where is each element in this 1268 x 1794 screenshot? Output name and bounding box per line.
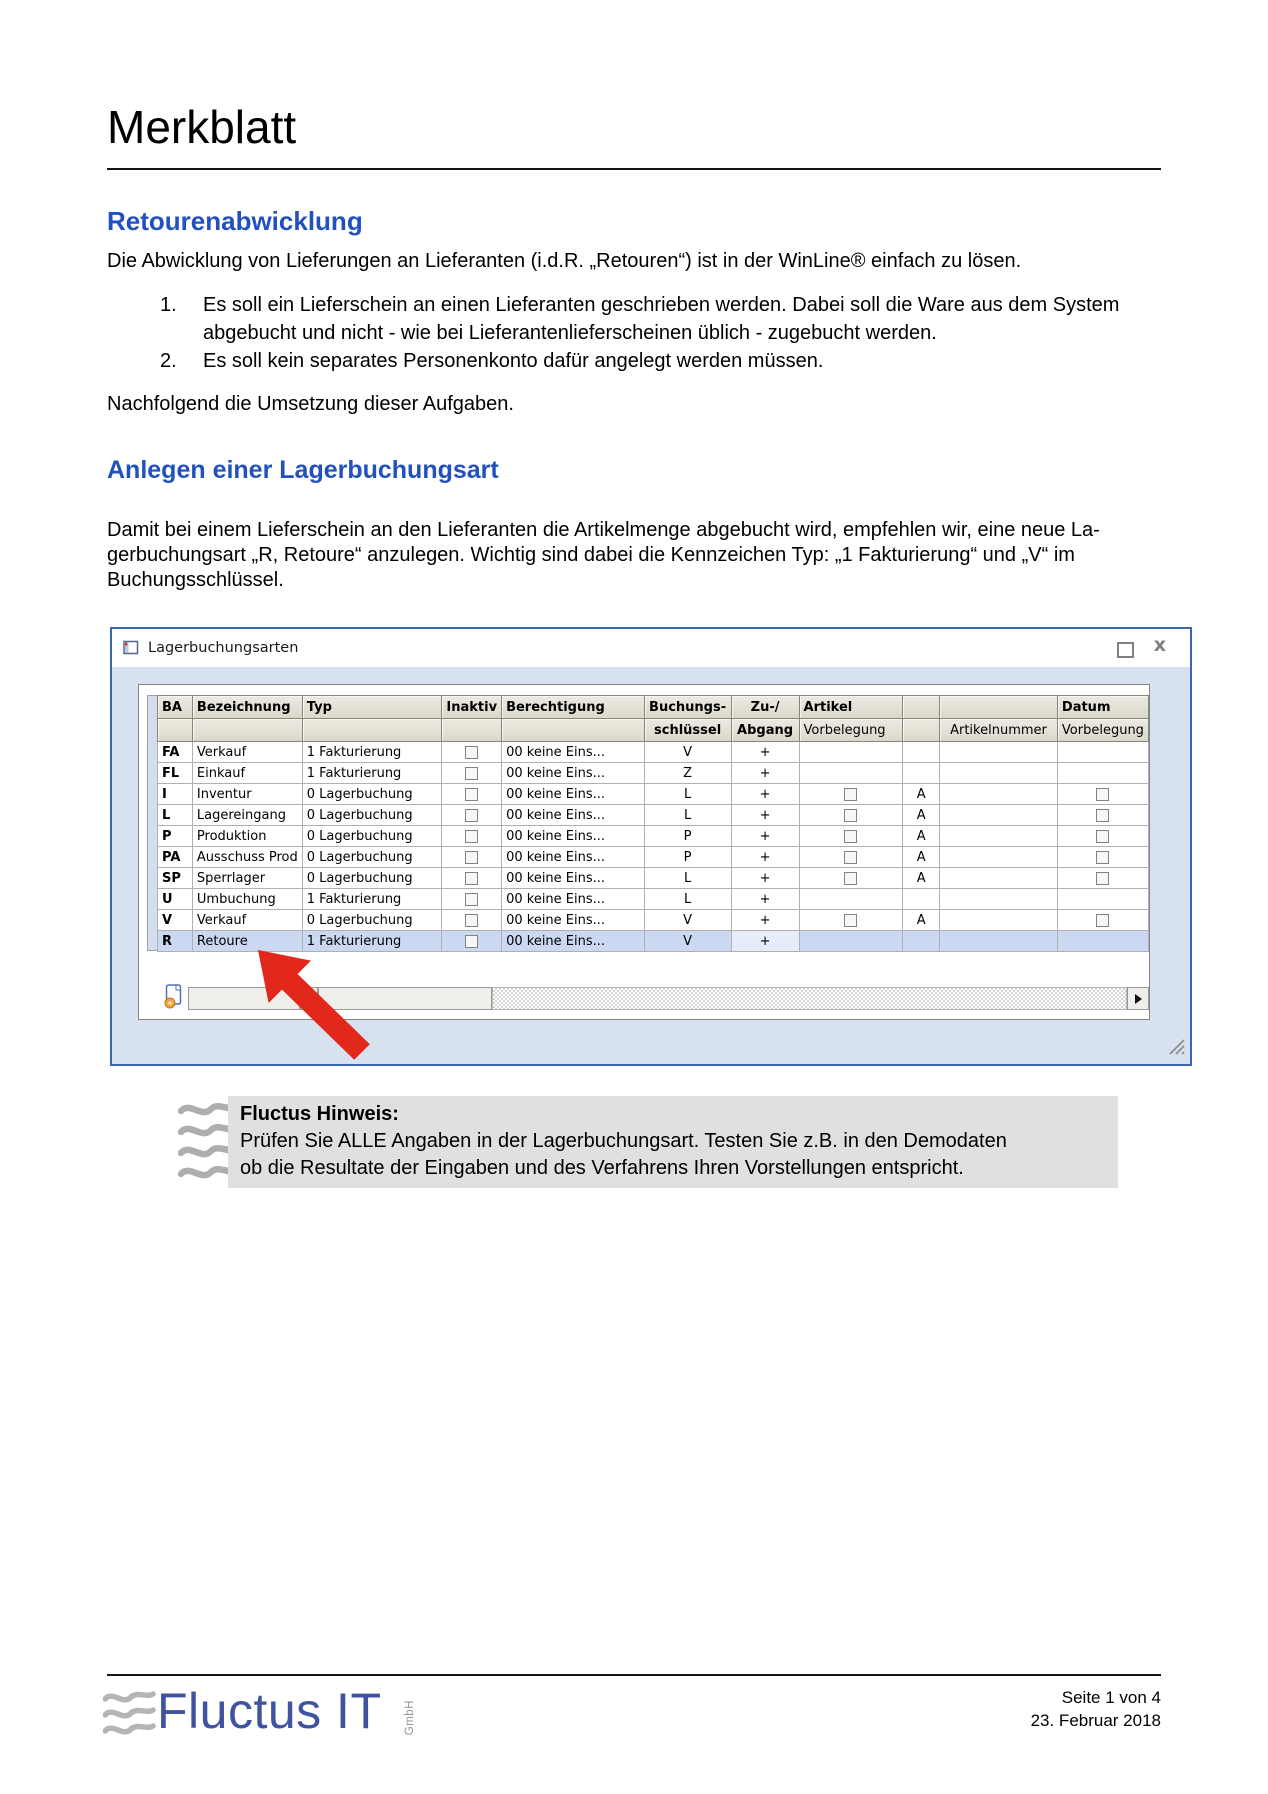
window-title: Lagerbuchungsarten	[148, 640, 299, 656]
cell-kennzeichen[interactable]: A	[903, 826, 940, 847]
column-header: BA	[158, 696, 193, 719]
checkbox[interactable]	[1096, 788, 1109, 801]
cell-kennzeichen[interactable]: A	[903, 784, 940, 805]
checkbox[interactable]	[465, 935, 478, 948]
cell-artikel_vorbelegung[interactable]	[799, 868, 903, 889]
cell-zu_abgang[interactable]: +	[731, 868, 799, 889]
column-header	[158, 719, 193, 742]
column-header: Artikelnummer	[940, 719, 1058, 742]
paragraph-line: Damit bei einem Lieferschein an den Lieferanten die Artikelmenge abgebucht wird, empfehlen wir, eine neue La-	[107, 519, 1100, 541]
cell-berechtigung[interactable]: 00 keine Eins...	[502, 742, 645, 763]
checkbox[interactable]	[1096, 830, 1109, 843]
cell-artikelnummer[interactable]	[940, 889, 1058, 910]
cell-zu_abgang[interactable]: +	[731, 742, 799, 763]
cell-berechtigung[interactable]: 00 keine Eins...	[502, 889, 645, 910]
cell-datum_vorbelegung[interactable]	[1057, 784, 1148, 805]
cell-datum_vorbelegung[interactable]	[1057, 805, 1148, 826]
column-header: Vorbelegung	[799, 719, 903, 742]
cell-inaktiv[interactable]	[442, 826, 502, 847]
cell-artikel_vorbelegung[interactable]	[799, 763, 903, 784]
cell-inaktiv[interactable]	[442, 868, 502, 889]
table-header-row	[158, 719, 1149, 742]
cell-zu_abgang[interactable]: +	[731, 826, 799, 847]
cell-berechtigung[interactable]: 00 keine Eins...	[502, 847, 645, 868]
checkbox[interactable]	[1096, 809, 1109, 822]
cell-zu_abgang[interactable]: +	[731, 931, 799, 952]
cell-berechtigung[interactable]: 00 keine Eins...	[502, 931, 645, 952]
cell-inaktiv[interactable]	[442, 931, 502, 952]
cell-artikelnummer[interactable]	[940, 763, 1058, 784]
cell-kennzeichen[interactable]: A	[903, 805, 940, 826]
footer-logo-text: Fluctus IT	[157, 1683, 382, 1739]
cell-datum_vorbelegung[interactable]	[1057, 826, 1148, 847]
cell-ba[interactable]: PA	[158, 847, 193, 868]
scrollbar-track[interactable]	[492, 987, 1127, 1010]
column-header	[302, 719, 442, 742]
cell-kennzeichen[interactable]: A	[903, 847, 940, 868]
table-row[interactable]	[158, 868, 1149, 889]
cell-schluessel[interactable]: L	[644, 784, 731, 805]
fluctus-logo-waves-icon	[103, 1687, 157, 1750]
cell-schluessel[interactable]: P	[644, 847, 731, 868]
cell-datum_vorbelegung[interactable]	[1057, 742, 1148, 763]
cell-datum_vorbelegung[interactable]	[1057, 910, 1148, 931]
intro-paragraph: Die Abwicklung von Lieferungen an Lieferanten (i.d.R. „Retouren“) ist in der WinLine® einfach zu lösen.	[107, 250, 1022, 272]
cell-inaktiv[interactable]	[442, 847, 502, 868]
title-rule	[107, 168, 1161, 170]
cell-typ[interactable]: 1 Fakturierung	[302, 889, 442, 910]
cell-ba[interactable]: V	[158, 910, 193, 931]
cell-ba[interactable]: I	[158, 784, 193, 805]
cell-bezeichnung[interactable]: Einkauf	[192, 763, 302, 784]
list-text: Es soll ein Lieferschein an einen Lieferanten geschrieben werden. Dabei soll die Ware aus dem System abgebucht und nicht - wie bei Lieferantenlieferscheinen üblich - zugebucht werden.	[203, 294, 1120, 344]
table-row[interactable]	[158, 763, 1149, 784]
cell-artikel_vorbelegung[interactable]	[799, 784, 903, 805]
checkbox[interactable]	[465, 830, 478, 843]
column-header	[940, 696, 1058, 719]
cell-kennzeichen[interactable]: A	[903, 868, 940, 889]
footer-page-info	[1031, 1686, 1161, 1732]
list-item	[160, 347, 1160, 375]
paragraph-line: gerbuchungsart „R, Retoure“ anzulegen. Wichtig sind dabei die Kennzeichen Typ: „1 Fakturierung“ und „V“ im	[107, 544, 1075, 566]
table-row[interactable]	[158, 889, 1149, 910]
cell-schluessel[interactable]: V	[644, 742, 731, 763]
cell-artikel_vorbelegung[interactable]	[799, 847, 903, 868]
column-header	[502, 719, 645, 742]
list-item	[160, 291, 1160, 347]
checkbox[interactable]	[1096, 872, 1109, 885]
cell-ba[interactable]: U	[158, 889, 193, 910]
column-header: Typ	[302, 696, 442, 719]
cell-artikel_vorbelegung[interactable]	[799, 931, 903, 952]
cell-datum_vorbelegung[interactable]	[1057, 763, 1148, 784]
column-header: Zu-/	[731, 696, 799, 719]
table-header-row	[158, 696, 1149, 719]
hint-title: Fluctus Hinweis:	[240, 1103, 399, 1125]
list-number: 1.	[160, 294, 177, 316]
cell-kennzeichen[interactable]	[903, 742, 940, 763]
scroll-right-icon[interactable]	[1127, 987, 1149, 1010]
table-row[interactable]	[158, 910, 1149, 931]
checkbox[interactable]	[465, 893, 478, 906]
column-header: Berechtigung	[502, 696, 645, 719]
hint-box	[228, 1096, 1118, 1188]
list-text: Es soll kein separates Personenkonto dafür angelegt werden müssen.	[203, 350, 824, 372]
cell-artikel_vorbelegung[interactable]	[799, 826, 903, 847]
cell-ba[interactable]: FA	[158, 742, 193, 763]
cell-bezeichnung[interactable]: Inventur	[192, 784, 302, 805]
checkbox[interactable]	[844, 851, 857, 864]
page-title: Merkblatt	[107, 101, 297, 153]
cell-ba[interactable]: P	[158, 826, 193, 847]
cell-bezeichnung[interactable]: Retoure	[192, 931, 302, 952]
closing-paragraph: Nachfolgend die Umsetzung dieser Aufgaben.	[107, 393, 514, 415]
column-header: Inaktiv	[442, 696, 502, 719]
cell-artikelnummer[interactable]	[940, 784, 1058, 805]
cell-datum_vorbelegung[interactable]	[1057, 931, 1148, 952]
cell-artikel_vorbelegung[interactable]	[799, 910, 903, 931]
cell-schluessel[interactable]: P	[644, 826, 731, 847]
checkbox[interactable]	[1096, 914, 1109, 927]
list-number: 2.	[160, 350, 177, 372]
cell-artikel_vorbelegung[interactable]	[799, 742, 903, 763]
cell-zu_abgang[interactable]: +	[731, 910, 799, 931]
cell-berechtigung[interactable]: 00 keine Eins...	[502, 784, 645, 805]
cell-kennzeichen[interactable]: A	[903, 910, 940, 931]
table-properties-icon[interactable]	[163, 983, 185, 1013]
checkbox[interactable]	[844, 914, 857, 927]
section2-paragraph	[107, 518, 1100, 593]
cell-kennzeichen[interactable]	[903, 889, 940, 910]
red-arrow-annotation	[240, 935, 390, 1065]
cell-kennzeichen[interactable]	[903, 931, 940, 952]
lagerbuchungsarten-table	[157, 695, 1149, 952]
close-icon[interactable]: x	[1153, 634, 1166, 656]
cell-artikelnummer[interactable]	[940, 742, 1058, 763]
column-header	[192, 719, 302, 742]
cell-bezeichnung[interactable]: Lagereingang	[192, 805, 302, 826]
cell-zu_abgang[interactable]: +	[731, 763, 799, 784]
column-header: Buchungs-	[644, 696, 731, 719]
footer-date: 23. Februar 2018	[1030, 1711, 1161, 1730]
cell-bezeichnung[interactable]: Verkauf	[192, 742, 302, 763]
cell-ba[interactable]: L	[158, 805, 193, 826]
section-heading-retourenabwicklung: Retourenabwicklung	[107, 206, 363, 236]
cell-schluessel[interactable]: L	[644, 868, 731, 889]
cell-typ[interactable]: 0 Lagerbuchung	[302, 826, 442, 847]
checkbox[interactable]	[1096, 851, 1109, 864]
cell-inaktiv[interactable]	[442, 889, 502, 910]
column-header: Datum	[1057, 696, 1148, 719]
table-row[interactable]	[158, 742, 1149, 763]
cell-inaktiv[interactable]	[442, 805, 502, 826]
checkbox[interactable]	[844, 788, 857, 801]
cell-artikelnummer[interactable]	[940, 910, 1058, 931]
checkbox[interactable]	[844, 809, 857, 822]
cell-ba[interactable]: R	[158, 931, 193, 952]
cell-inaktiv[interactable]	[442, 742, 502, 763]
cell-typ[interactable]: 0 Lagerbuchung	[302, 784, 442, 805]
cell-zu_abgang[interactable]: +	[731, 889, 799, 910]
cell-artikelnummer[interactable]	[940, 868, 1058, 889]
cell-berechtigung[interactable]: 00 keine Eins...	[502, 763, 645, 784]
window-titlebar[interactable]	[112, 629, 1190, 667]
checkbox[interactable]	[465, 872, 478, 885]
cell-typ[interactable]: 0 Lagerbuchung	[302, 910, 442, 931]
footer-rule	[107, 1674, 1161, 1676]
window-icon	[123, 640, 139, 659]
checkbox[interactable]	[465, 788, 478, 801]
cell-zu_abgang[interactable]: +	[731, 847, 799, 868]
column-header: Vorbelegung	[1057, 719, 1148, 742]
cell-bezeichnung[interactable]: Produktion	[192, 826, 302, 847]
cell-inaktiv[interactable]	[442, 763, 502, 784]
checkbox[interactable]	[465, 767, 478, 780]
resize-grip-icon[interactable]	[1167, 1037, 1185, 1059]
cell-ba[interactable]: SP	[158, 868, 193, 889]
cell-datum_vorbelegung[interactable]	[1057, 868, 1148, 889]
table-row[interactable]	[158, 805, 1149, 826]
cell-typ[interactable]: 1 Fakturierung	[302, 742, 442, 763]
cell-berechtigung[interactable]: 00 keine Eins...	[502, 868, 645, 889]
cell-inaktiv[interactable]	[442, 784, 502, 805]
checkbox[interactable]	[465, 914, 478, 927]
cell-datum_vorbelegung[interactable]	[1057, 847, 1148, 868]
checkbox[interactable]	[465, 746, 478, 759]
cell-schluessel[interactable]: L	[644, 889, 731, 910]
cell-berechtigung[interactable]: 00 keine Eins...	[502, 826, 645, 847]
page-number: Seite 1 von 4	[1061, 1688, 1161, 1707]
cell-bezeichnung[interactable]: Sperrlager	[192, 868, 302, 889]
cell-artikelnummer[interactable]	[940, 805, 1058, 826]
checkbox[interactable]	[844, 830, 857, 843]
cell-artikelnummer[interactable]	[940, 931, 1058, 952]
table-row[interactable]	[158, 847, 1149, 868]
cell-typ[interactable]: 0 Lagerbuchung	[302, 805, 442, 826]
column-header: Artikel	[799, 696, 903, 719]
cell-schluessel[interactable]: Z	[644, 763, 731, 784]
cell-schluessel[interactable]: V	[644, 931, 731, 952]
column-header	[442, 719, 502, 742]
cell-typ[interactable]: 1 Fakturierung	[302, 931, 442, 952]
cell-typ[interactable]: 0 Lagerbuchung	[302, 868, 442, 889]
column-header	[903, 719, 940, 742]
cell-typ[interactable]: 0 Lagerbuchung	[302, 847, 442, 868]
paragraph-line: Buchungsschlüssel.	[107, 569, 284, 591]
maximize-icon[interactable]	[1117, 642, 1134, 658]
checkbox[interactable]	[465, 809, 478, 822]
cell-bezeichnung[interactable]: Ausschuss Prod	[192, 847, 302, 868]
cell-schluessel[interactable]: L	[644, 805, 731, 826]
column-header: schlüssel	[644, 719, 731, 742]
cell-typ[interactable]: 1 Fakturierung	[302, 763, 442, 784]
cell-artikel_vorbelegung[interactable]	[799, 889, 903, 910]
cell-kennzeichen[interactable]	[903, 763, 940, 784]
cell-zu_abgang[interactable]: +	[731, 805, 799, 826]
cell-artikelnummer[interactable]	[940, 826, 1058, 847]
checkbox[interactable]	[465, 851, 478, 864]
cell-datum_vorbelegung[interactable]	[1057, 889, 1148, 910]
cell-ba[interactable]: FL	[158, 763, 193, 784]
section-heading-anlegen: Anlegen einer Lagerbuchungsart	[107, 456, 499, 484]
footer-logo-suffix: GmbH	[404, 1700, 416, 1736]
table-row[interactable]	[158, 826, 1149, 847]
checkbox[interactable]	[844, 872, 857, 885]
table-row[interactable]	[158, 784, 1149, 805]
cell-schluessel[interactable]: V	[644, 910, 731, 931]
cell-inaktiv[interactable]	[442, 910, 502, 931]
column-header: Bezeichnung	[192, 696, 302, 719]
cell-artikel_vorbelegung[interactable]	[799, 805, 903, 826]
cell-zu_abgang[interactable]: +	[731, 784, 799, 805]
cell-artikelnummer[interactable]	[940, 847, 1058, 868]
column-header	[903, 696, 940, 719]
cell-bezeichnung[interactable]: Verkauf	[192, 910, 302, 931]
hint-line: Prüfen Sie ALLE Angaben in der Lagerbuchungsart. Testen Sie z.B. in den Demodaten	[240, 1130, 1007, 1152]
cell-bezeichnung[interactable]: Umbuchung	[192, 889, 302, 910]
cell-berechtigung[interactable]: 00 keine Eins...	[502, 805, 645, 826]
hint-line: ob die Resultate der Eingaben und des Verfahrens Ihren Vorstellungen entspricht.	[240, 1157, 964, 1179]
column-header: Abgang	[731, 719, 799, 742]
cell-berechtigung[interactable]: 00 keine Eins...	[502, 910, 645, 931]
numbered-list	[160, 291, 1160, 375]
